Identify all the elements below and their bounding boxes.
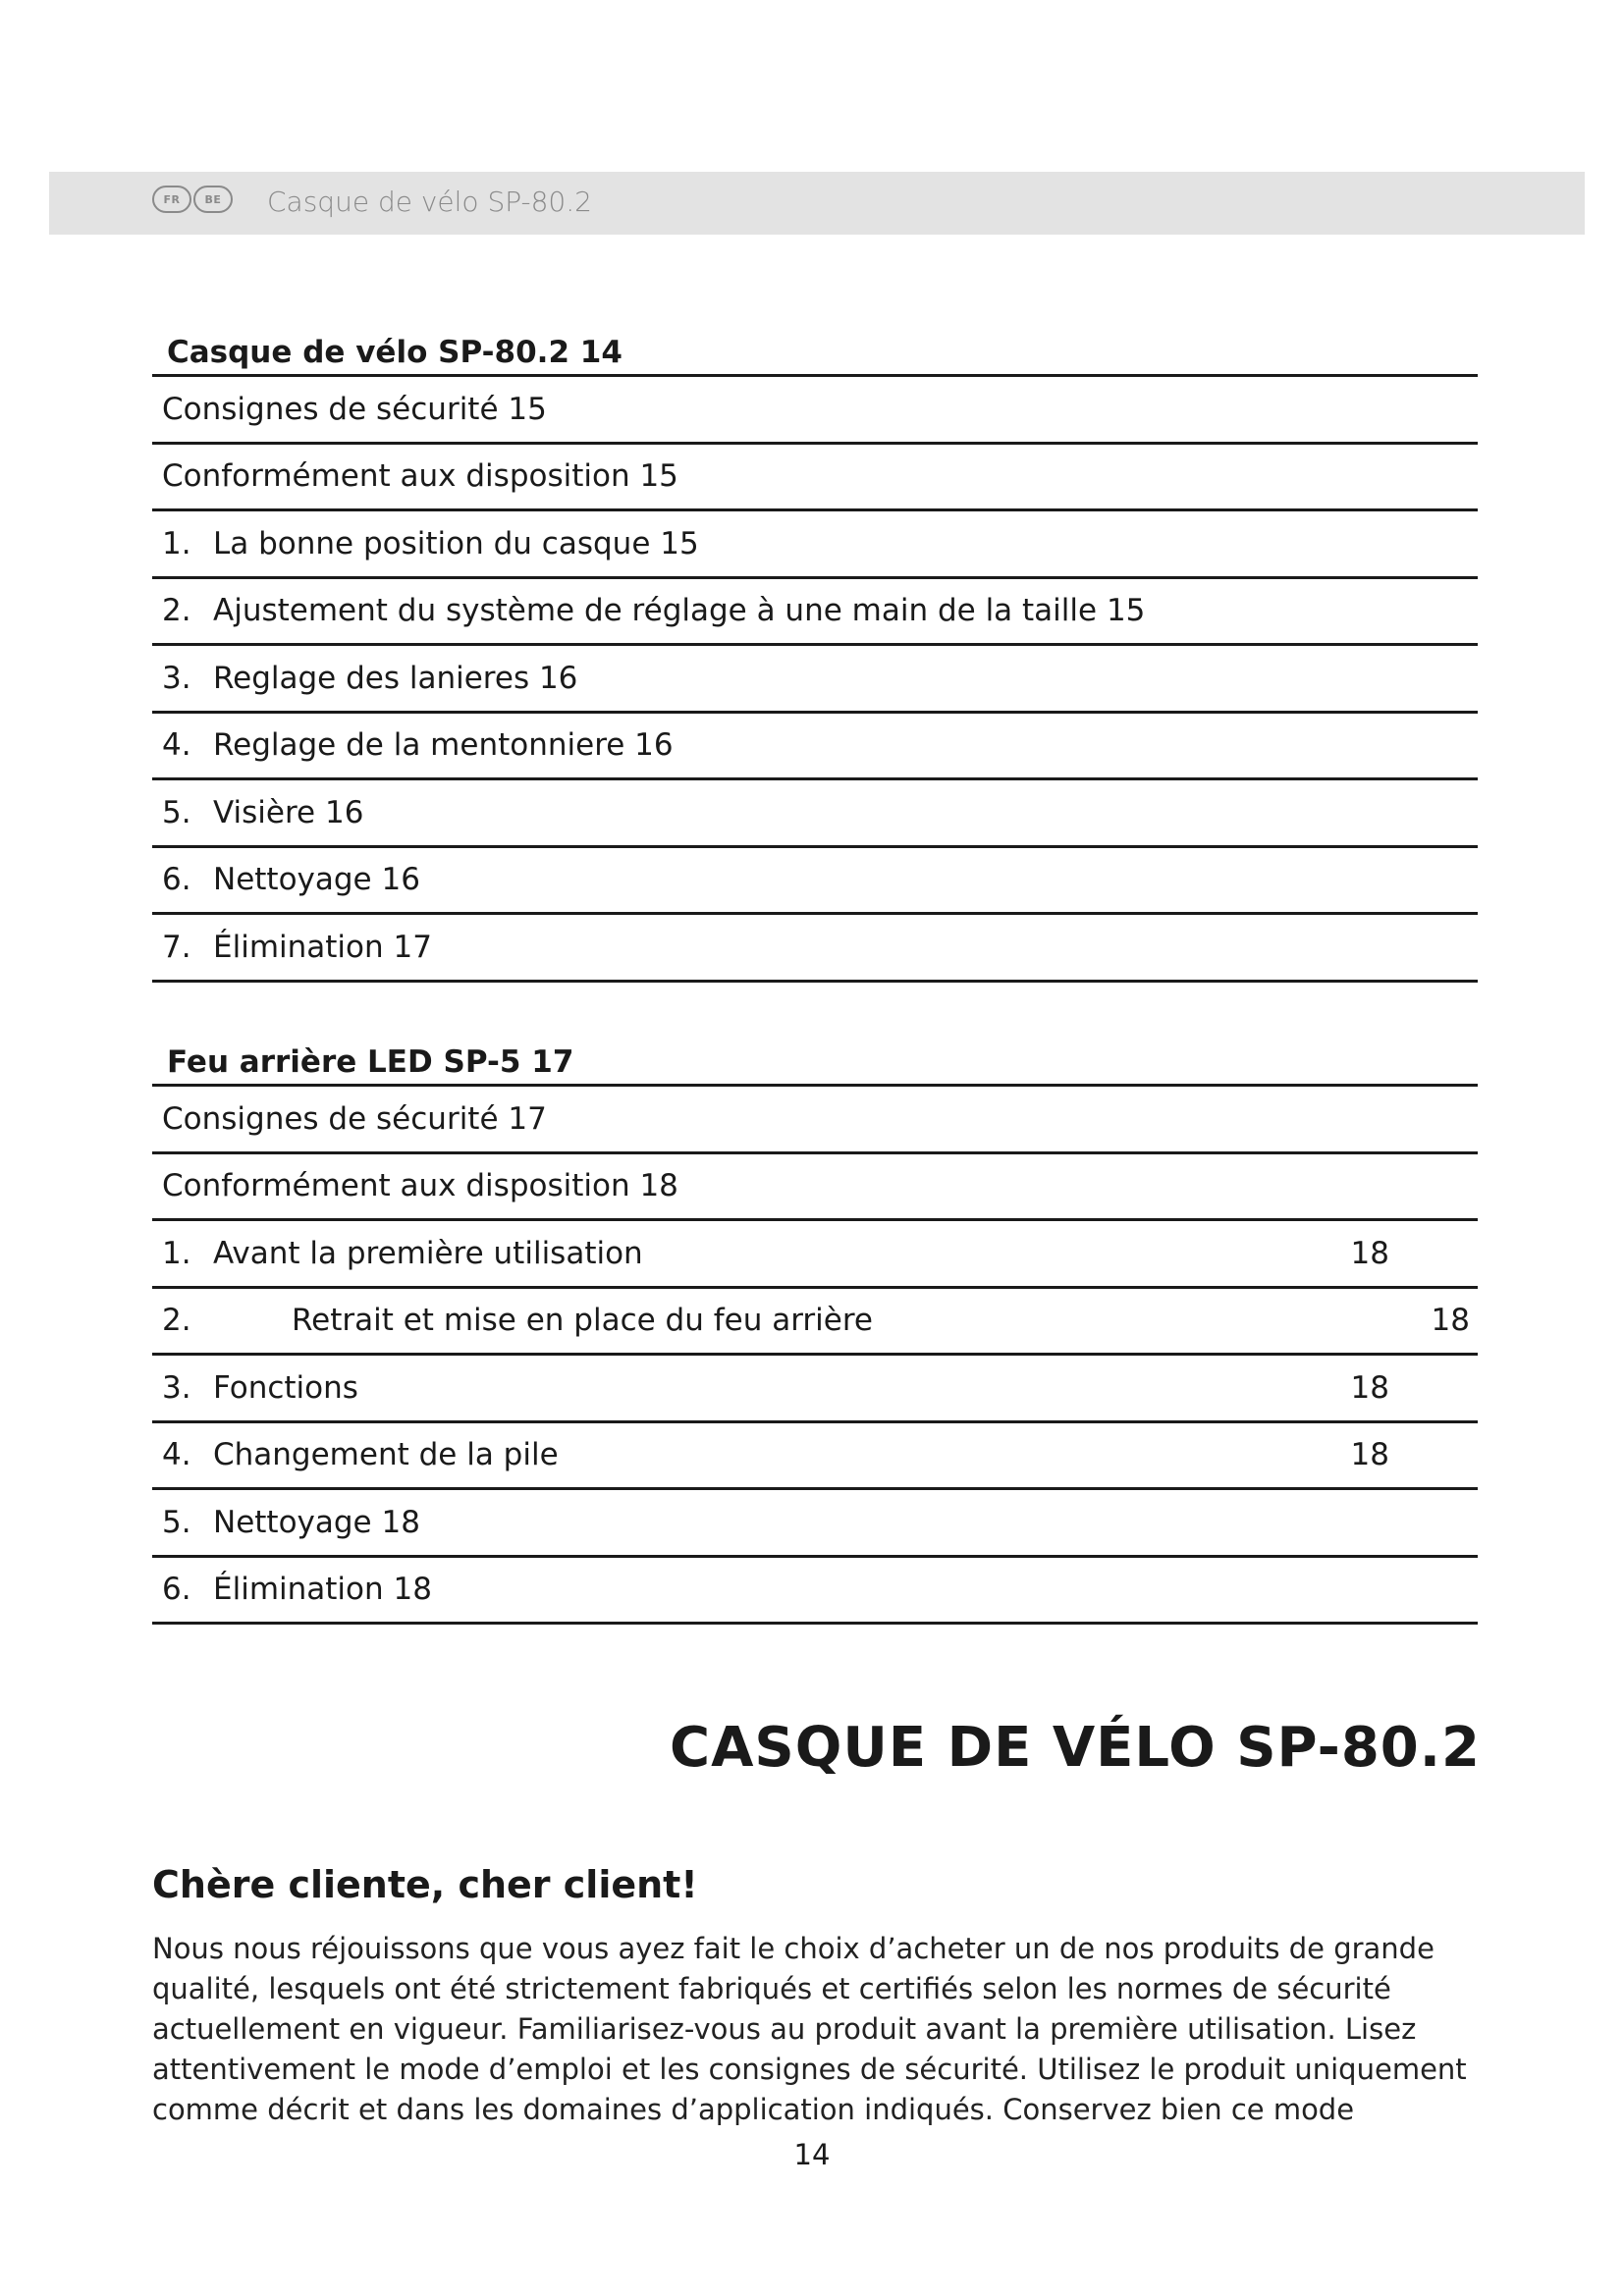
toc-text: Fonctions: [213, 1369, 358, 1406]
toc-number: 5.: [162, 794, 191, 830]
toc-text: Consignes de sécurité 17: [162, 1100, 547, 1137]
toc-row[interactable]: [152, 511, 1478, 579]
toc-number: 2.: [162, 593, 191, 629]
toc-text: Reglage des lanieres 16: [213, 660, 578, 696]
toc-row[interactable]: [152, 1289, 1478, 1357]
country-badge-fr: FR: [152, 186, 191, 213]
toc-text: Nettoyage 18: [213, 1504, 420, 1540]
toc-row[interactable]: [152, 579, 1478, 647]
country-badges: [152, 186, 233, 213]
toc-row[interactable]: [152, 1423, 1478, 1491]
header-band: [49, 172, 1585, 235]
toc-number: 1.: [162, 1235, 191, 1271]
toc-row[interactable]: [152, 1221, 1478, 1289]
toc-row[interactable]: [152, 915, 1478, 983]
toc-text: Visière 16: [213, 794, 364, 830]
toc-text: Nettoyage 16: [213, 862, 420, 898]
toc-number: 2.: [162, 1303, 191, 1339]
toc-row[interactable]: [152, 848, 1478, 916]
toc-row[interactable]: [152, 646, 1478, 714]
country-badge-be: BE: [193, 186, 233, 213]
toc-row[interactable]: [152, 377, 1478, 445]
toc-text: Élimination 18: [213, 1572, 432, 1608]
toc-number: 5.: [162, 1504, 191, 1540]
toc-text: Reglage de la mentonniere 16: [213, 727, 674, 764]
toc-number: 4.: [162, 1437, 191, 1473]
toc-page: 18: [1350, 1437, 1389, 1473]
toc-number: 3.: [162, 660, 191, 696]
toc-row[interactable]: [152, 1356, 1478, 1423]
toc-page: 18: [1431, 1303, 1470, 1339]
toc-text: Avant la première utilisation: [213, 1235, 643, 1271]
toc-text: Conformément aux disposition 15: [162, 458, 678, 495]
toc-text: Conformément aux disposition 18: [162, 1168, 678, 1204]
toc-number: 6.: [162, 1572, 191, 1608]
toc-page: 18: [1350, 1369, 1389, 1406]
toc-number: 4.: [162, 727, 191, 764]
toc-text: Ajustement du système de réglage à une main de la taille 15: [213, 593, 1146, 629]
toc-heading: Feu arrière LED SP-5 17: [152, 1043, 1478, 1087]
toc-text: Changement de la pile: [213, 1437, 559, 1473]
toc-heading: Casque de vélo SP-80.2 14: [152, 334, 1478, 377]
toc-helmet: [152, 334, 1478, 983]
toc-page: 18: [1350, 1235, 1389, 1271]
toc-number: 6.: [162, 862, 191, 898]
toc-text: La bonne position du casque 15: [213, 525, 699, 561]
toc-row[interactable]: [152, 1490, 1478, 1558]
main-title: CASQUE DE VÉLO SP-80.2: [669, 1716, 1481, 1780]
toc-row[interactable]: [152, 1558, 1478, 1626]
toc-number: 1.: [162, 525, 191, 561]
header-title: Casque de vélo SP-80.2: [267, 186, 592, 218]
toc-row[interactable]: [152, 780, 1478, 848]
intro-paragraph: Nous nous réjouissons que vous ayez fait le choix d’acheter un de nos produits de grande qualité, lesquels ont été strictement fabriqués et certifiés selon les normes de sécurité actuellement en vigueur. Familiarisez-vous au produit avant la première utilisation. Lisez attentivement le mode d’emploi et les consignes de sécurité. Utilisez le produit uniquement comme décrit et dans les domaines d’application indiqués. Conservez bien ce mode: [152, 1932, 1467, 2126]
toc-text: Consignes de sécurité 15: [162, 391, 547, 427]
section-subheading: Chère cliente, cher client!: [152, 1863, 698, 1906]
toc-tail-light: [152, 1043, 1478, 1625]
toc-row[interactable]: [152, 445, 1478, 512]
toc-row[interactable]: [152, 1087, 1478, 1154]
toc-number: 3.: [162, 1369, 191, 1406]
toc-row[interactable]: [152, 714, 1478, 781]
toc-number: 7.: [162, 929, 191, 965]
toc-text: Retrait et mise en place du feu arrière: [292, 1303, 873, 1339]
page-number: 14: [793, 2138, 831, 2171]
toc-row[interactable]: [152, 1154, 1478, 1222]
toc-text: Élimination 17: [213, 929, 432, 965]
